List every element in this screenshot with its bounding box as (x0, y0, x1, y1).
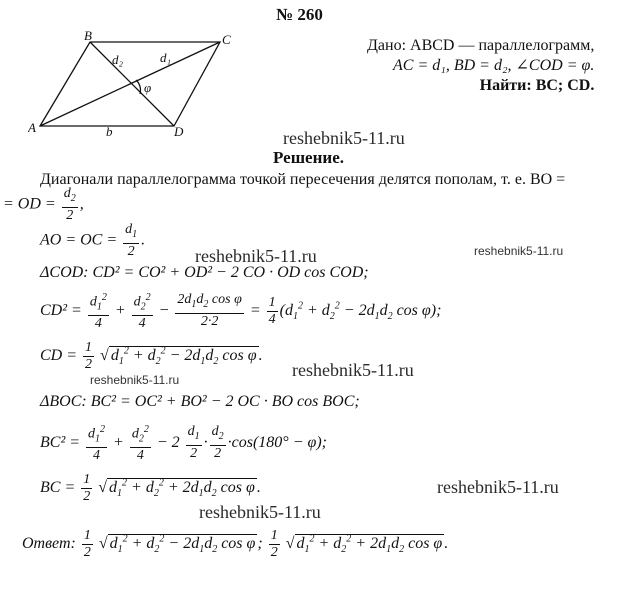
given-line-1: Дано: ABCD — параллелограмм, (367, 37, 595, 54)
intro-line-2-lhs: = OD = (3, 195, 56, 213)
given-line-3: Найти: BC; CD. (479, 77, 595, 94)
line-cd-squared-lhs: CD² = (40, 301, 82, 319)
intro-line-2: = OD = $\frac{d_2}{2}$ , (3, 186, 84, 223)
line-ao-oc: AO = OC = $\frac{d_1}{2}$ . (40, 222, 146, 259)
label-d2: d₂ (112, 52, 124, 67)
line-bc-squared: BC² = $\frac{d_1^2}{4}$ + $\frac{d_2^2}{4}$ − 2 $\frac{d_1}{2}$ · $\frac{d_2}{2}$ ·cos(180° − φ); (40, 424, 327, 464)
watermark-2: reshebnik5-11.ru (195, 246, 317, 266)
fraction-d1-over-2: $\frac{d_1}{2}$ (125, 222, 138, 259)
problem-number: № 260 (276, 5, 323, 24)
line-ao-oc-lhs: AO = OC = (40, 231, 118, 249)
vertex-a-label: A (28, 120, 36, 135)
watermark-6: reshebnik5-11.ru (437, 477, 559, 497)
label-d1: d₁ (160, 50, 172, 65)
line-cd-lhs: CD = (40, 347, 78, 365)
given-line-2: AC = d₁, BD = d₂, ∠COD = φ. (393, 57, 595, 74)
line-cd: CD = $\frac{1}{2}$ √ $d_1^2 + d_2^2 - 2d_1d_2$ cos φ . (40, 340, 263, 372)
intro-line-1: Диагонали параллелограмма точкой пересечения делятся пополам, т. е. BO = (40, 171, 566, 188)
line-bc: BC = $\frac{1}{2}$ √ $d_1^2 + d_2^2 + 2d_1d_2$ cos φ . (40, 472, 261, 504)
vertex-c-label: C (222, 32, 231, 47)
line-cd-squared: CD² = $\frac{d_1^2}{4}$ + $\frac{d_2^2}{4}$ − $\frac{2d_1d_2 \cos \varphi}{2\cdot 2}$ = $\frac{1}{4}$ ($d_1^2 + d_2^2 - 2d_1d_2$ cos φ); (40, 292, 442, 332)
line-triangle-cod: ΔCOD: CD² = CO² + OD² − 2 CO · OD cos COD; (40, 264, 369, 281)
parallelogram-figure (28, 28, 248, 138)
label-phi: φ (144, 80, 152, 95)
watermark-3: reshebnik5-11.ru (474, 244, 564, 258)
answer-label: Ответ: (22, 535, 76, 553)
label-b: b (106, 124, 113, 138)
watermark-1: reshebnik5-11.ru (283, 128, 405, 148)
watermark-4: reshebnik5-11.ru (292, 360, 414, 380)
line-bc-squared-lhs: BC² = (40, 433, 81, 451)
line-triangle-boc: ΔBOC: BC² = OC² + BO² − 2 OC · BO cos BOC; (40, 393, 360, 410)
angle-phi-arc (136, 80, 141, 94)
given-block (367, 36, 594, 96)
vertex-d-label: D (174, 124, 184, 138)
diagonal-ac (40, 42, 220, 126)
answer-line: Ответ: $\frac{1}{2}$ √ $d_1^2 + d_2^2 - 2d_1d_2$ cos φ ; $\frac{1}{2}$ √ $d_1^2 + d_2^2 + 2d_1d_2$ cos φ . (22, 528, 449, 560)
fraction-d2-over-2: $\frac{d_2}{2}$ (63, 186, 76, 223)
solution-heading: Решение. (273, 148, 344, 167)
vertex-b-label: B (84, 28, 92, 43)
watermark-5: reshebnik5-11.ru (90, 373, 180, 387)
line-bc-lhs: BC = (40, 479, 76, 497)
watermark-7: reshebnik5-11.ru (199, 502, 321, 522)
